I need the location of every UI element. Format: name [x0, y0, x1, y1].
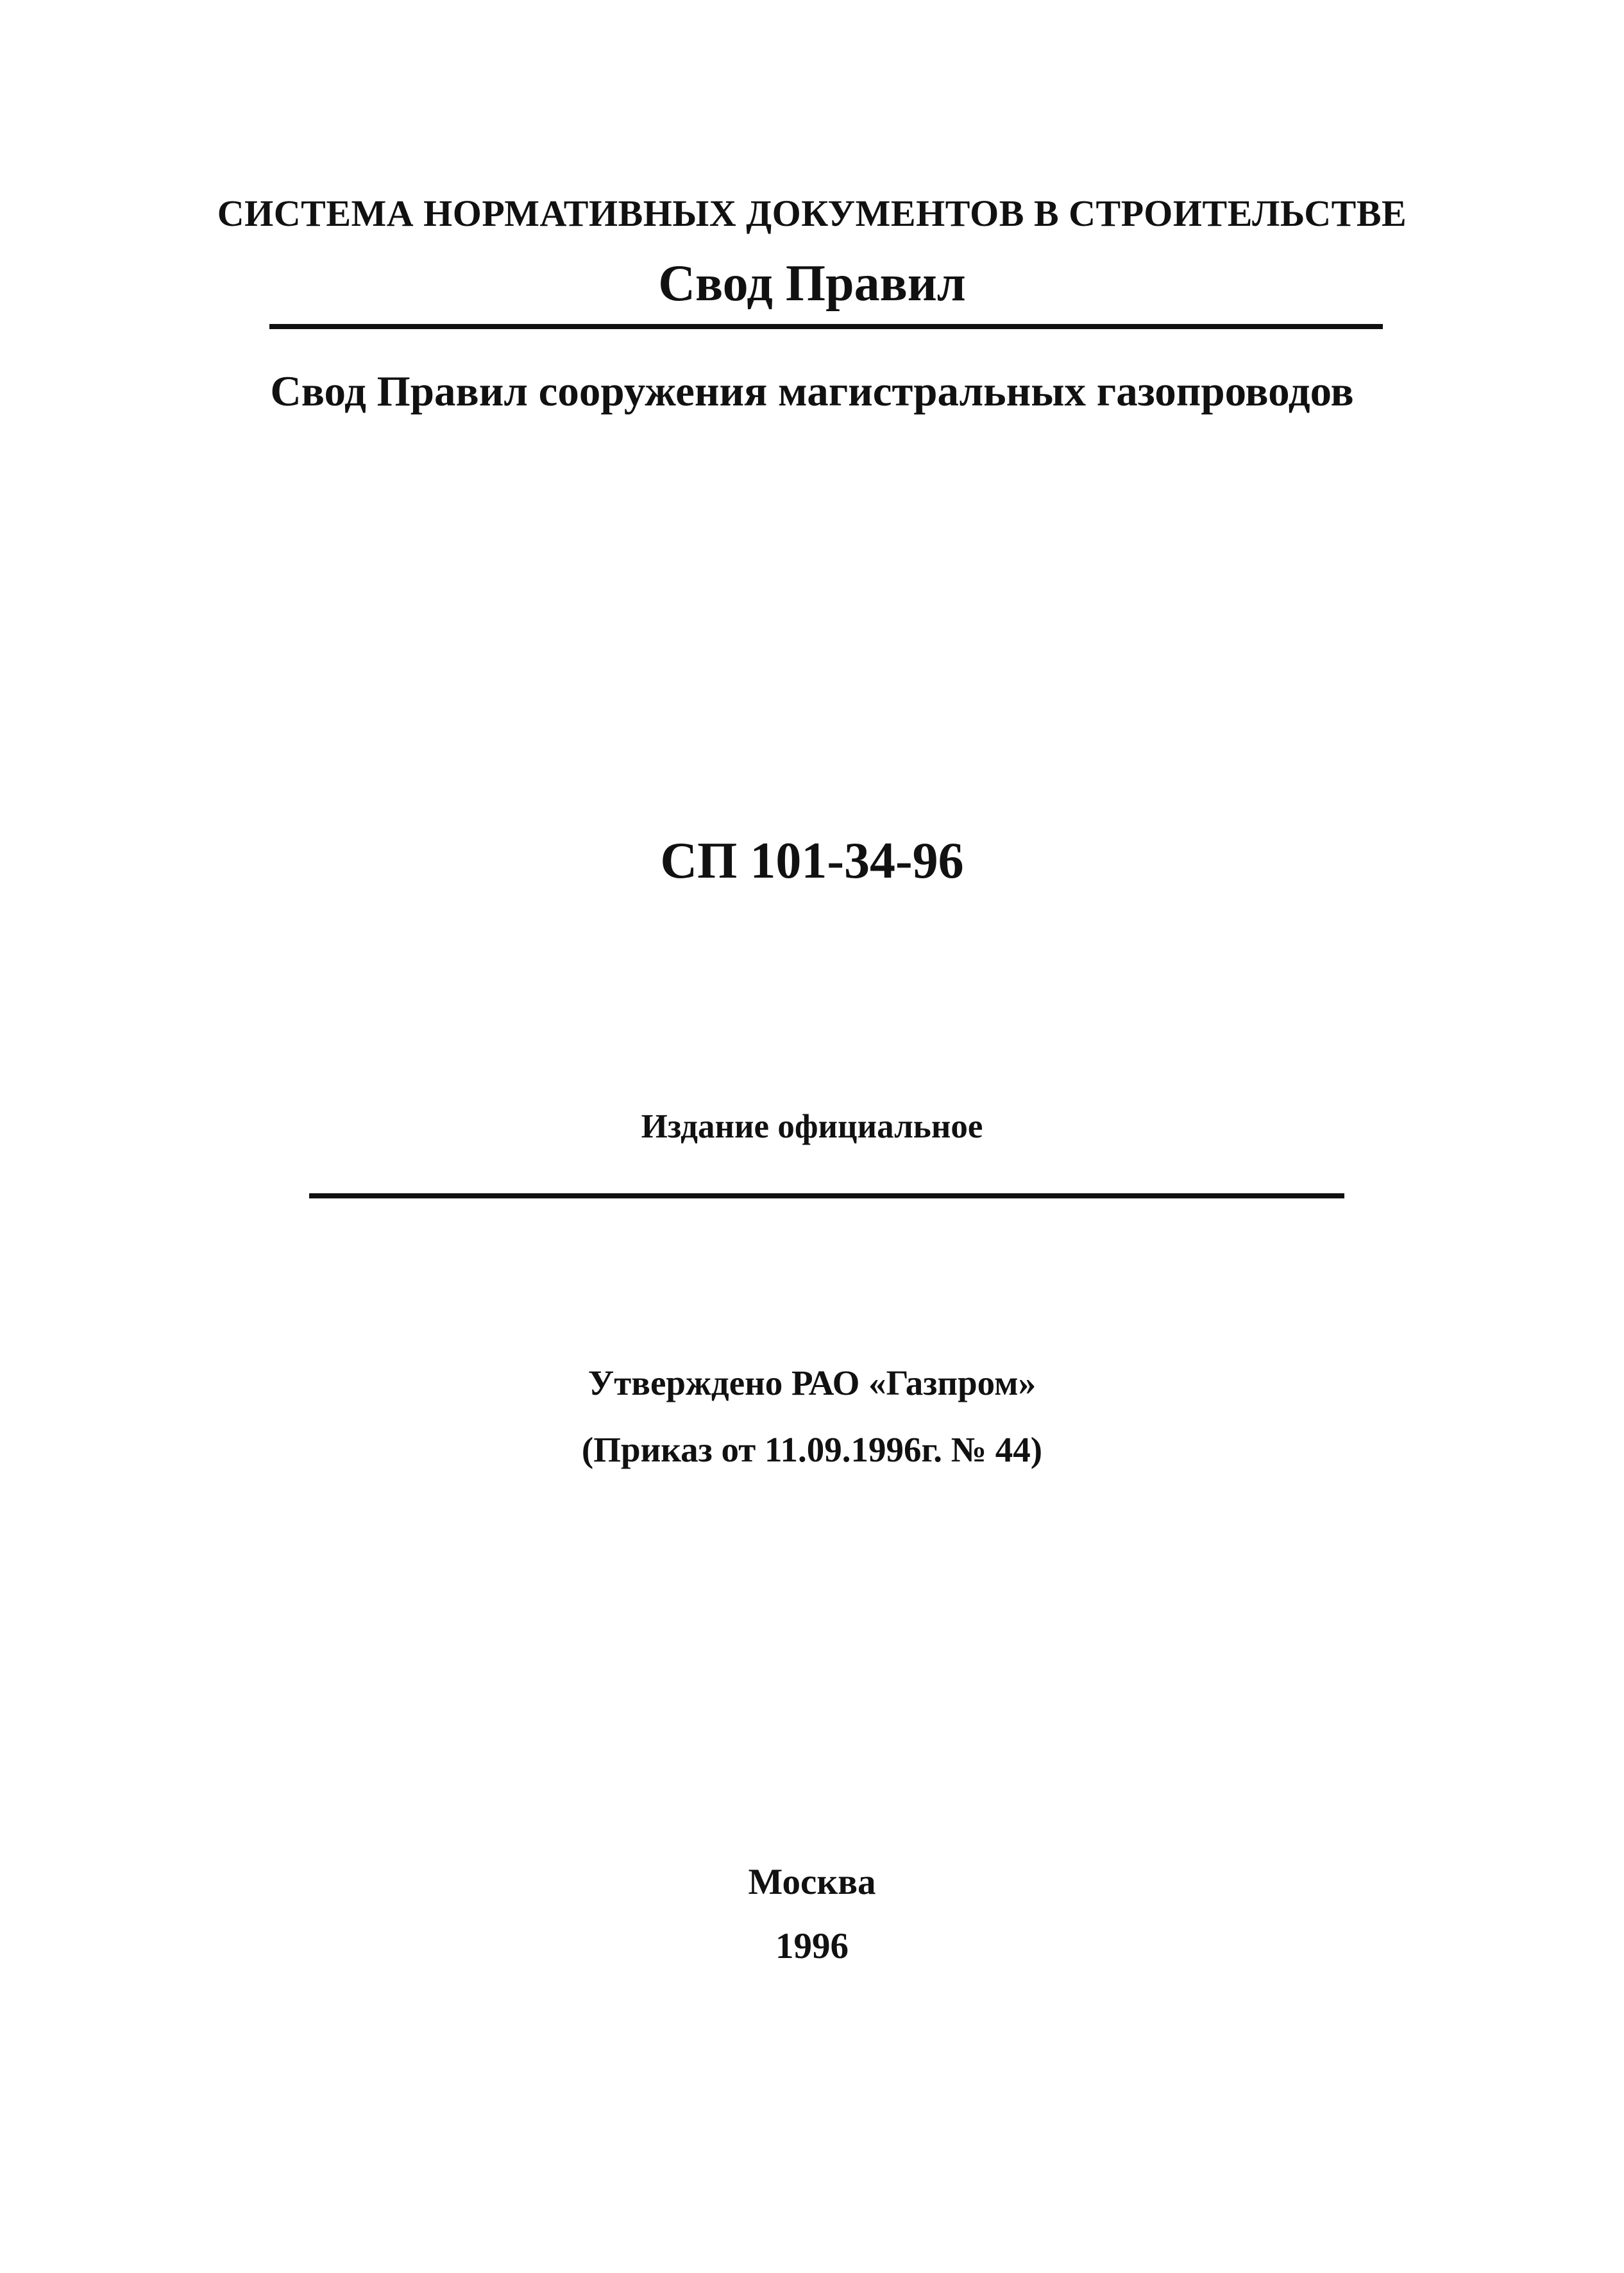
collection-heading: Свод Правил: [658, 255, 966, 312]
middle-divider: [309, 1193, 1344, 1198]
approval-order: (Приказ от 11.09.1996г. № 44): [581, 1430, 1043, 1469]
edition-label: Издание официальное: [641, 1108, 983, 1145]
imprint-city: Москва: [748, 1862, 876, 1902]
document-code: СП 101-34-96: [660, 833, 964, 889]
series-heading: СИСТЕМА НОРМАТИВНЫХ ДОКУМЕНТОВ В СТРОИТЕЛЬСТВЕ: [217, 192, 1407, 234]
document-title: Свод Правил сооружения магистральных газопроводов: [270, 368, 1354, 415]
top-divider: [269, 324, 1383, 329]
approved-by: Утверждено РАО «Газпром»: [588, 1363, 1036, 1402]
imprint-year: 1996: [775, 1926, 849, 1966]
